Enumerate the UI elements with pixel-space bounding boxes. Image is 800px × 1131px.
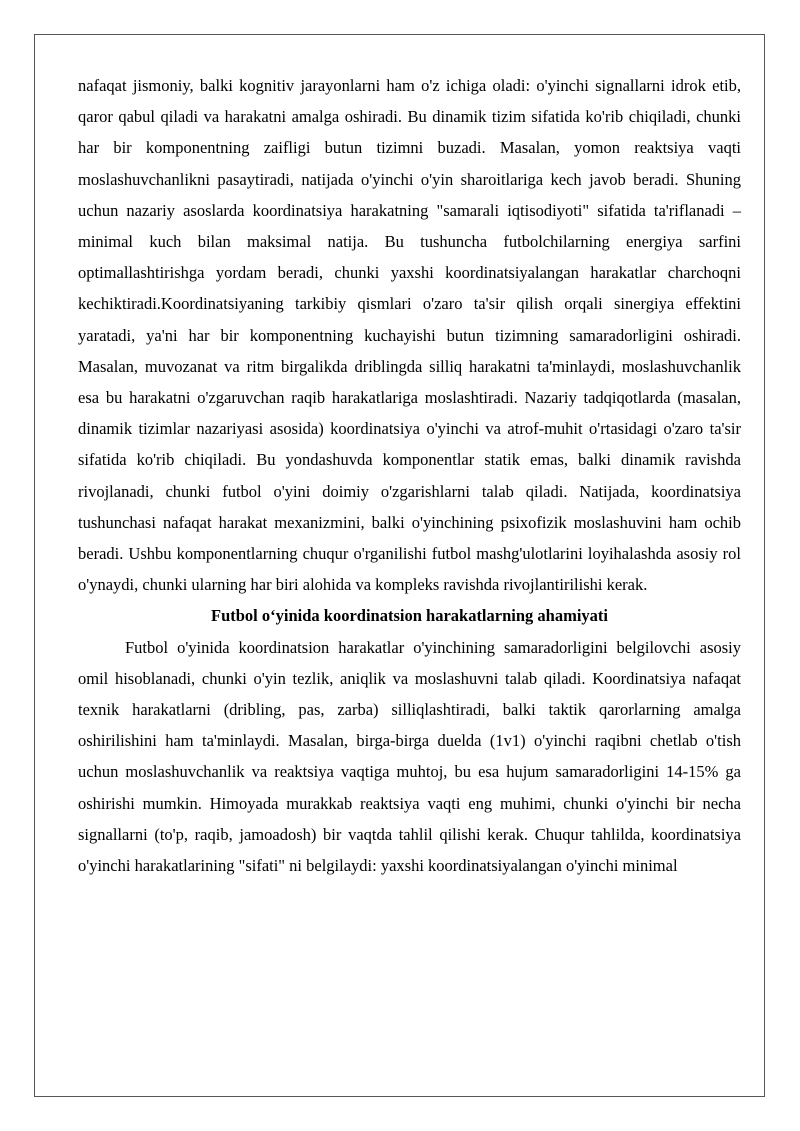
body-paragraph: Futbol o'yinida koordinatsion harakatlar o'yinchining samaradorligini belgilovchi asosiy omil hisoblanadi, chunki o'yin tezlik, aniqlik va moslashuvni talab qiladi. Koordinatsiya nafaqat texnik harakatlarni (dribling, pas, zarba) silliqlashtiradi, balki taktik qarorlarning amalga oshirilishini ham ta'minlaydi. Masalan, birga-birga duelda (1v1) o'yinchi raqibni chetlab o'tish uchun moslashuvchanlik va reaktsiya vaqtiga muhtoj, bu esa hujum samaradorligini 14-15% ga oshirishi mumkin. Himoyada murakkab reaktsiya vaqti eng muhimi, chunki o'yinchi bir necha signallarni (to'p, raqib, jamoadosh) bir vaqtda tahlil qilishi kerak. Chuqur tahlilda, koordinatsiya o'yinchi harakatlarining "sifati" ni belgilaydi: yaxshi koordinatsiyalangan o'yinchi minimal <box>78 637 741 876</box>
body-paragraph: nafaqat jismoniy, balki kognitiv jarayonlarni ham o'z ichiga oladi: o'yinchi signallarni idrok etib, qaror qabul qiladi va harakatni amalga oshiradi. Bu dinamik tizim sifatida ko'rib chiqiladi, chunki har bir komponentning zaifligi butun tizimni buzadi. Masalan, yomon reaktsiya vaqti moslashuvchanlikni pasaytiradi, natijada o'yinchi o'yin sharoitlariga kech javob beradi. Shuning uchun nazariy asoslarda koordinatsiya harakatning "samarali iqtisodiyoti" sifatida ta'riflanadi – minimal kuch bilan maksimal natija. Bu tushuncha futbolchilarning energiya sarfini optimallashtirishga yordam beradi, chunki yaxshi koordinatsiyalangan harakatlar charchoqni kechiktiradi.Koordinatsiyaning tarkibiy qismlari o'zaro ta'sir qilish orqali sinergiya effektini yaratadi, ya'ni har bir komponentning kuchayishi butun tizimning samaradorligini oshiradi. Masalan, muvozanat va ritm birgalikda driblingda silliq harakatni ta'minlaydi, moslashuvchanlik esa bu harakatni o'zgaruvchan raqib harakatlariga moslashtiradi. Nazariy tadqiqotlarda (masalan, dinamik tizimlar nazariyasi asosida) koordinatsiya o'yinchi va atrof-muhit o'rtasidagi o'zaro ta'sir sifatida ko'rib chiqiladi. Bu yondashuvda komponentlar statik emas, balki dinamik ravishda rivojlanadi, chunki futbol o'yini doimiy o'zgarishlarni talab qiladi. Natijada, koordinatsiya tushunchasi nafaqat harakat mexanizmini, balki o'yinchining psixofizik moslashuvini ham ochib beradi. Ushbu komponentlarning chuqur o'rganilishi futbol mashg'ulotlarini loyihalashda asosiy rol o'ynaydi, chunki ularning har biri alohida va kompleks ravishda rivojlantirilishi kerak. <box>78 76 741 595</box>
section-heading: Futbol o‘yinida koordinatsion harakatlarning ahamiyati <box>211 606 608 626</box>
document-body <box>78 70 741 881</box>
